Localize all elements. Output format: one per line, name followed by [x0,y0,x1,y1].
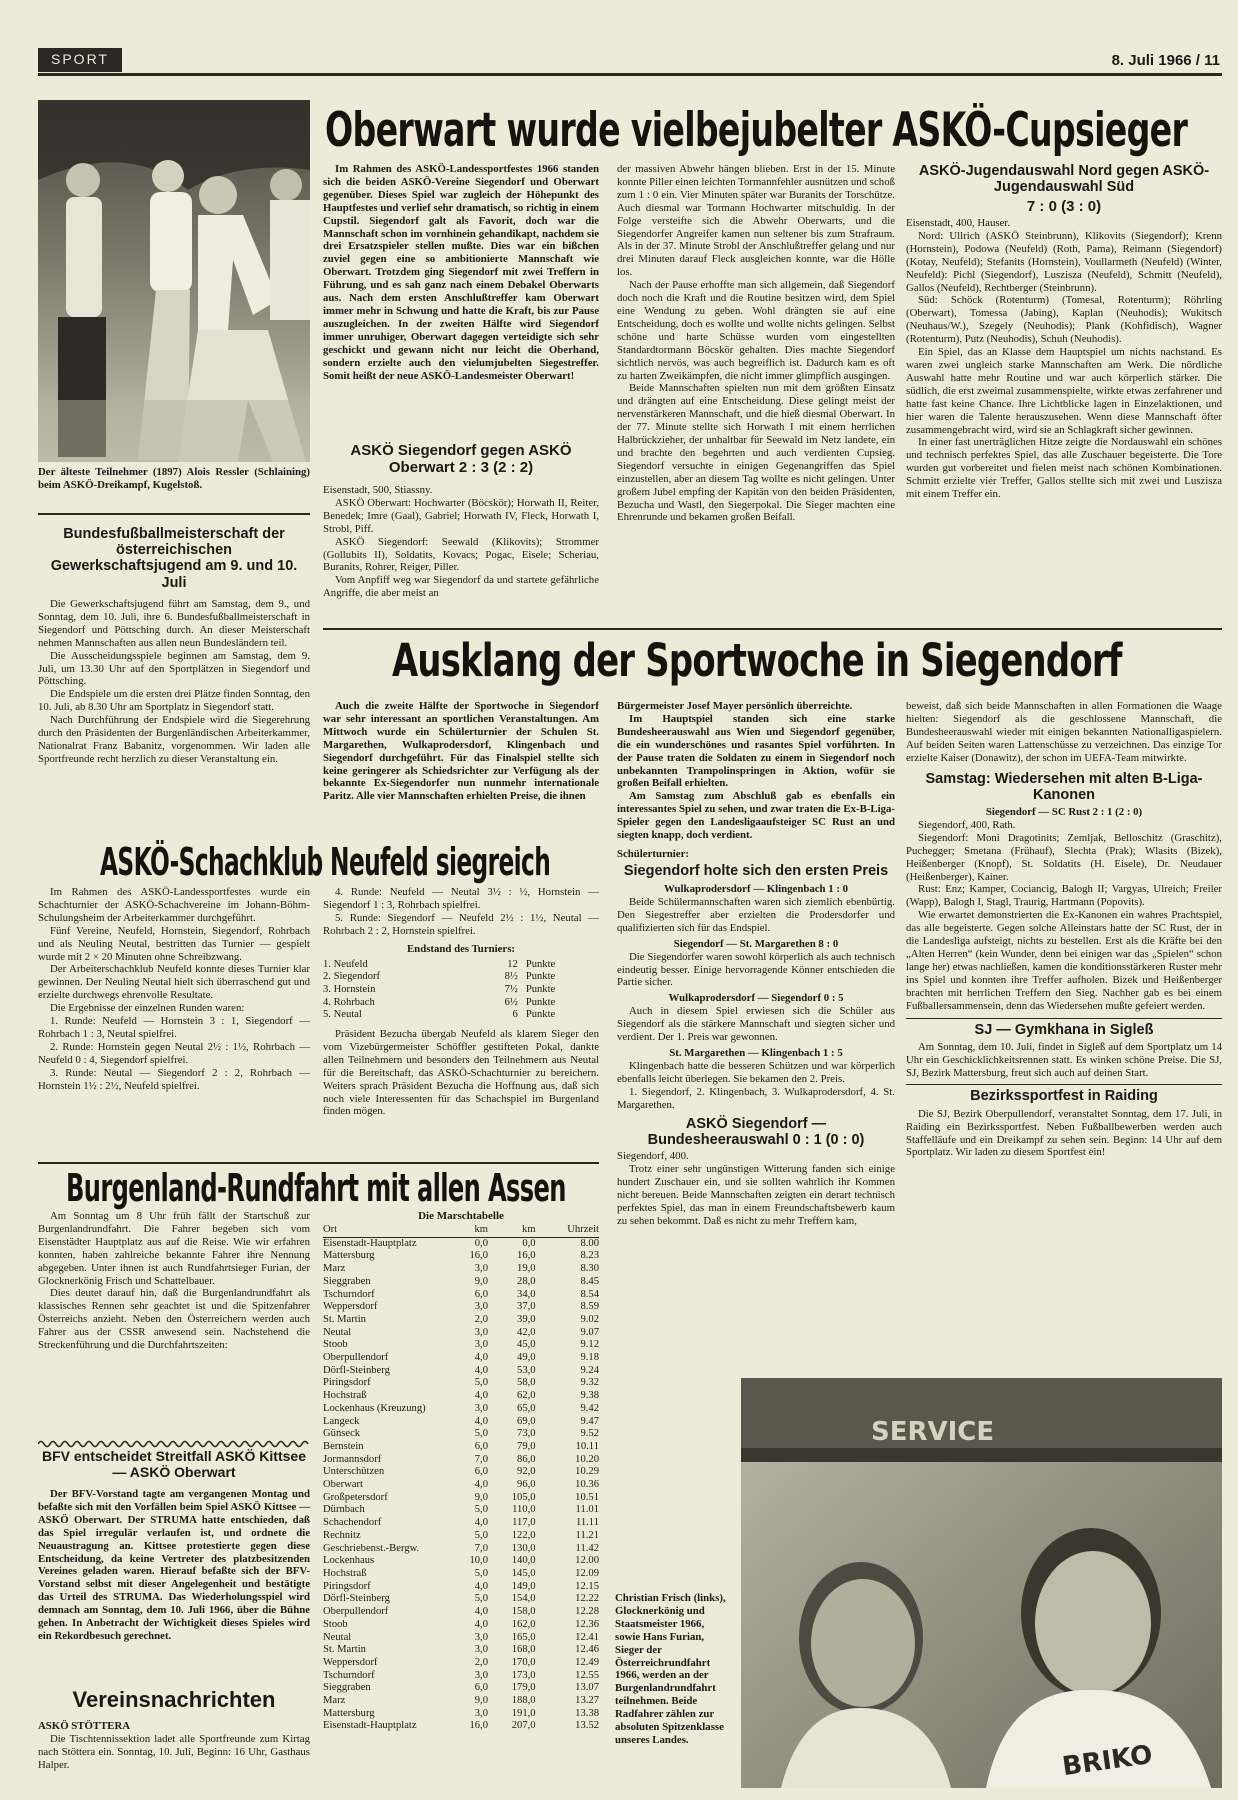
photo2-caption: Christian Frisch (links), Glocknerkönig und Staatsmeister 1966, sowie Hans Furian, Sieger der Österreichrundfahrt 1966, werden an der Burgenlandrundfahrt teilnehmen. Beide Radfahrer zählen zur absoluten Spitzenklasse unseres Landes. [615,1592,726,1746]
time-cell: 13.38 [575,1707,599,1719]
km-cell: 6,0 [474,1466,488,1478]
place-cell: Langeck [323,1415,360,1427]
place-cell: Sieggraben [323,1275,371,1287]
marsch-row [323,1390,599,1403]
points-cell: 12 [507,958,518,970]
verein-body: ASKÖ STÖTTERA Die Tischtennissektion ladet alle Sportfreunde zum Kirtag nach Stöttera ein. Sonntag, 10. Juli, Beginn: 16 Uhr, Gasthaus Halper. [38,1720,310,1771]
marsch-row [323,1720,599,1733]
schach-col1: Im Rahmen des ASKÖ-Landessportfestes wurde ein Schachturnier der ASKÖ-Schachvereine im Johann-Böhm-Schulungsheim der Arbeiterkammer durchgeführt. Fünf Vereine, Neufeld, Hornstein, Siegendorf, Rohrbach und als Neuling Neutal, bestritten das Turnier — gespielt wurde mit 2 × 20 Minuten ohne Schreibzwang. Der Arbeiterschachklub Neufeld konnte dieses Turnier klar gewinnen. Der Neuling Neutal hielt sich überraschend gut und erzielte durchwegs ehrenvolle Resultate. Die Ergebnisse der einzelnen Runden waren: 1. Runde: Neufeld — Hornstein 3 : 1, Siegendorf — Rohrbach 1 : 3, Neutal spielfrei. 2. Runde: Hornstein gegen Neutal 2½ : 1½, Rohrbach — Neufeld 0 : 4, Siegendorf spielfrei. 3. Runde: Neutal — Siegendorf 2 : 2, Rohrbach — Hornstein 1½ : 2½, Neufeld spielfrei. [38,886,310,1092]
place-cell: Neutal [323,1631,352,1643]
place-cell: St. Martin [323,1313,366,1325]
place-cell: Unterschützen [323,1466,385,1478]
photo-shot-put [38,100,310,462]
time-cell: 12.28 [575,1606,599,1618]
time-cell: 8.45 [580,1275,599,1287]
sportwoche-col3: beweist, daß sich beide Mannschaften in allen Formationen die Waage hielten: Siegendorf als die geschlossene Mannschaft, die Bundesheerauswahl wieder mit einigen bekannten Nationalligaspielern. Auf beiden Seiten waren Lattenschüsse zu verzeichnen. Das einzige Tor erzielte Kaiser (Donawitz), der schon im UEFA-Team mitwirkte. Samstag: Wiedersehen mit alten B-Liga-Kanonen Siegendorf — SC Rust 2 : 1 (2 : 0) Siegendorf, 400, Rath. Siegendorf: Moni Dragotinits; Zemljak, Belloschitz (Graschitz), Puchegger; Smetana (Frühauf), Slechta (Prak); Wlasits (Bizek), Heißenberger (Knopf), St. Soldatits (H. Eisele), Dr. Neudauer (Heißenberger), Kainer. Rust: Enz; Kamper, Cociancig, Balogh II; Vargyas, Ulreich; Freiler (Wapp), Balogh I, Stagl, Traurig, Hartmann (Popovits). Wie erwartet demonstrierten die Ex-Kanonen ein wahres Prachtspiel, das alle begeisterte. Gegen solche Alleinstars hatte der SC Rust, der in die Landesliga aufsteigt, nichts zu bestellen. Erst als die Kräfte bei den „Alten Herren“ (kein Wunder, denn bei einigen war das „Spielen“ schon lange her) etwas nachließen, kamen die konditionsstärkeren Ruster mehr ins Spiel und konnten ihre Treffer aufholen. Bizek und Heißenberger brachten mit herrlichen Treffern den Sieg. Nachher gab es bei einem Fußballersammensein, denn das Wiedersehen mußte gefeiert werden. SJ — Gymkhana in Sigleß Am Sonntag, dem 10. Juli, findet in Sigleß auf dem Sportplatz um 14 Uhr ein Geschicklichkeitsrennen statt. Es winken schöne Preise. Die SJ, SJ, Bezirk Mattersburg, freut sich auch auf deinen Start. Bezirkssportfest in Raiding Die SJ, Bezirk Oberpullendorf, veranstaltet Sonntag, dem 17. Juli, in Raiding ein Bezirkssportfest. Neben Fußballbewerben werden auch Staffelläufe und ein Dreikampf zu sehen sein. Beginn: 14 Uhr auf dem Sportplatz. Wir laden zu diesem Sportfest ein! [906,700,1222,1159]
time-cell: 9.42 [580,1402,599,1414]
km-total-cell: 39,0 [517,1313,536,1325]
km-total-cell: 117,0 [512,1517,536,1529]
time-cell: 9.07 [580,1326,599,1338]
standings-row [323,1009,599,1022]
km-total-cell: 140,0 [511,1555,536,1567]
km-cell: 4,0 [474,1606,488,1618]
km-total-cell: 179,0 [511,1682,536,1694]
marsch-row [323,1568,599,1581]
photo-cyclists [741,1378,1222,1788]
marsch-row [323,1339,599,1352]
headline-rundfahrt: Burgenland-Rundfahrt mit allen Assen [66,1166,566,1210]
place-cell: Oberpullendorf [323,1606,389,1618]
marsch-row [323,1555,599,1568]
time-cell: 11.42 [575,1542,599,1554]
marsch-table-wrap [323,1224,599,1733]
place-cell: Stoob [323,1618,348,1630]
place-cell: Hochstraß [323,1390,367,1402]
time-cell: 9.47 [580,1415,599,1427]
km-total-cell: 53,0 [517,1364,536,1376]
km-total-cell: 79,0 [517,1440,536,1452]
marsch-row [323,1593,599,1606]
points-cell: 6 [512,1009,518,1021]
time-cell: 11.11 [575,1517,599,1529]
km-cell: 3,0 [474,1402,488,1414]
marsch-row [323,1416,599,1429]
time-cell: 10.11 [575,1440,599,1452]
marsch-row [323,1619,599,1632]
jugend-score: 7 : 0 (3 : 0) [1026,198,1102,215]
km-total-cell: 96,0 [517,1479,536,1491]
time-cell: 12.36 [575,1618,599,1630]
km-total-cell: 130,0 [511,1542,536,1554]
km-total-cell: 191,0 [511,1707,536,1719]
time-cell: 9.32 [580,1377,599,1389]
marsch-row [323,1276,599,1289]
meister-body: Die Gewerkschaftsjugend führt am Samstag, dem 9., und Sonntag, dem 10. Juli, ihre 6. Bundesfußballmeisterschaft in Siegendorf und Pöttsching durch. An dieser Meisterschaft nehmen Mannschaften aus allen neun Bundesländern teil. Die Ausscheidungsspiele beginnen am Samstag, dem 9. Juli, um 13.30 Uhr auf den Sportplätzen in Siegendorf und Pöttsching. Die Endspiele um die ersten drei Plätze finden Sonntag, den 10. Juli, ab 8.30 Uhr am Sportplatz in Siegendorf statt. Nach Durchführung der Endspiele wird die Siegerehrung durch den Präsidenten der Burgenländischen Arbeiterkammer, Nationalrat Franz Babanitz, vorgenommen. Wir laden alle Sportfreunde recht herzlich zu dieser Veranstaltung ein. [38,598,310,765]
time-cell: 8.30 [580,1263,599,1275]
marsch-header-cell: km [451,1224,488,1237]
km-cell: 4,0 [474,1618,488,1630]
photo2-jersey: BRIKO [1060,1739,1155,1783]
km-cell: 4,0 [474,1390,488,1402]
marsch-title: Die Marschtabelle [418,1210,504,1222]
wavy-divider [38,1436,310,1446]
time-cell: 13.27 [575,1695,599,1707]
marsch-row [323,1441,599,1454]
marsch-row [323,1237,599,1250]
time-cell: 12.15 [575,1580,599,1592]
km-total-cell: 110,0 [512,1504,536,1516]
team-cell: 2. Siegendorf [323,971,381,983]
place-cell: Marz [323,1695,346,1707]
km-cell: 4,0 [474,1364,488,1376]
marsch-row [323,1403,599,1416]
unit-cell: Punkte [525,971,556,983]
schach-standings [323,959,599,1023]
km-total-cell: 42,0 [517,1326,536,1338]
marsch-row [323,1428,599,1441]
km-cell: 2,0 [474,1313,488,1325]
photo1-caption: Der älteste Teilnehmer (1897) Alois Ressler (Schlaining) beim ASKÖ-Dreikampf, Kugelstoß. [38,466,310,491]
time-cell: 10.51 [575,1491,599,1503]
standings-row [323,984,599,997]
marsch-header-cell: km [488,1224,536,1237]
time-cell: 13.52 [575,1720,599,1732]
km-cell: 3,0 [474,1326,488,1338]
km-cell: 3,0 [474,1631,488,1643]
km-cell: 4,0 [474,1479,488,1491]
place-cell: Eisenstadt-Hauptplatz [323,1720,417,1732]
team-cell: 3. Hornstein [323,983,376,995]
cup-lead: Im Rahmen des ASKÖ-Landessportfestes 1966 standen sich die beiden ASKÖ-Vereine Siegendorf und Oberwart gegenüber. Dieses Spiel war zugleich der Höhepunkt des Hauptfestes und verlief sehr dramatisch, so richtig in einem Cupstil. Siegendorf galt als Favorit, doch war die Mannschaft schon im vornhinein gehandikapt, nachdem sie drei Ersatzspieler stellen mußte. Dies war ein bißchen zuviel gegen eine so ambitionierte Mannschaft wie Oberwart. Trotzdem ging Siegendorf mit zwei Treffern in Führung, und es sah ganz nach einem Debakel Oberwarts aus. Nach dem ersten Anschlußtreffer kam Oberwart immer mehr in Schwung und hatte die Kraft, bis zur Pause auszugleichen. In der zweiten Hälfte wird Siegendorf immer unruhiger, Oberwart dagegen verteidigte sich sehr geschickt und gewann nicht nur leicht die Oberhand, sondern erzielte auch den vielumjubelten Siegestreffer. Somit heißt der neue ASKÖ-Landesmeister Oberwart! [323,163,599,382]
place-cell: Dörfl-Steinberg [323,1364,390,1376]
time-cell: 10.29 [575,1466,599,1478]
km-cell: 3,0 [474,1669,488,1681]
km-cell: 4,0 [474,1352,488,1364]
cup-lineups: Eisenstadt, 500, Stiassny. ASKÖ Oberwart: Hochwarter (Böcskör); Horwath II, Reiter, Benedek; Imre (Gaal), Gabriel; Horwath IV, Fleck, Horwath I, Strobl, Piff. ASKÖ Siegendorf: Seewald (Klikovits); Strommer (Gollubits II), Soldatits, Kovacs; Pogac, Eisele; Scheriau, Buranits, Rohrer, Reiger, Piller. Vom Anpfiff weg war Siegendorf da und startete gefährliche Angriffe, die aber meist an [323,484,599,600]
marsch-header-cell: Ort [323,1224,451,1237]
place-cell: Sieggraben [323,1682,371,1694]
time-cell: 9.38 [580,1390,599,1402]
place-cell: Mattersburg [323,1250,375,1262]
place-cell: Tschurndorf [323,1288,375,1300]
marsch-row [323,1301,599,1314]
km-total-cell: 145,0 [511,1567,536,1579]
marsch-row [323,1708,599,1721]
team-cell: 4. Rohrbach [323,996,375,1008]
km-total-cell: 28,0 [517,1275,536,1287]
km-total-cell: 45,0 [517,1339,536,1351]
km-total-cell: 149,0 [511,1580,536,1592]
meister-title: Bundesfußballmeisterschaft der österreichischen Gewerkschaftsjugend am 9. und 10. Juli [50,526,298,591]
place-cell: Neutal [323,1326,352,1338]
team-cell: 5. Neutal [323,1009,362,1021]
time-cell: 9.52 [580,1428,599,1440]
place-cell: Günseck [323,1428,361,1440]
sportwoche-col2: Bürgermeister Josef Mayer persönlich überreichte. Im Hauptspiel standen sich eine starke Bundesheerauswahl aus Wien und Siegendorf gegenüber, die ein wunderschönes und rasantes Spiel vorführten. In der Pause traten die Soldaten zu einem in Siegendorf noch unbekannten Trampolinspringen in Aktion, wofür sie großen Beifall erhielten. Am Samstag zum Abschluß gab es ebenfalls ein interessantes Spiel zu sehen, und zwar traten die Ex-B-Liga-Spieler gegen den Landesligaaufsteiger SC Rust an und siegten knapp, doch verdient. Schülerturnier: Siegendorf holte sich den ersten Preis Wulkaprodersdorf — Klingenbach 1 : 0 Beide Schülermannschaften waren sich ziemlich ebenbürtig. Den Siegestreffer aber erzielten die Prodersdorfer und qualifizierten sich für das Endspiel. Siegendorf — St. Margarethen 8 : 0 Die Siegendorfer waren sowohl körperlich als auch technisch eindeutig besser. Einige hervorragende Könner entschieden die Partie sicher. Wulkaprodersdorf — Siegendorf 0 : 5 Auch in diesem Spiel erwiesen sich die Schüler aus Siegendorf als die stärkere Mannschaft und siegten sicher und verdient. Der 1. Preis war gewonnen. St. Margarethen — Klingenbach 1 : 5 Klingenbach hatte die besseren Schützen und war körperlich ebenfalls leicht überlegen. Sie bekamen den 2. Preis. 1. Siegendorf, 2. Klingenbach, 3. Wulkaprodersdorf, 4. St. Margarethen. ASKÖ Siegendorf — Bundesheerauswahl 0 : 1 (0 : 0) Siegendorf, 400. Trotz einer sehr ungünstigen Witterung fanden sich einige hundert Zuschauer ein, und sie sollten wahrlich ihr Kommen nicht bereuen. Beide Mannschaften zeigten ein derart technisch perfektes Spiel, das man in einem Freundschaftsbewerb kaum zu sehen bekommt. Daß es nicht zu mehr Treffern kam, [617,700,895,1227]
place-cell: Großpetersdorf [323,1491,388,1503]
km-cell: 16,0 [469,1250,488,1262]
km-total-cell: 0,0 [522,1237,536,1249]
marsch-table [323,1224,599,1733]
time-cell: 8.54 [580,1288,599,1300]
marsch-row [323,1606,599,1619]
km-cell: 9,0 [474,1275,488,1287]
km-cell: 5,0 [474,1428,488,1440]
km-cell: 4,0 [474,1580,488,1592]
km-cell: 5,0 [474,1504,488,1516]
place-cell: Eisenstadt-Hauptplatz [323,1237,417,1249]
km-cell: 4,0 [474,1415,488,1427]
place-cell: Hochstraß [323,1567,367,1579]
jugend-body: Eisenstadt, 400, Hauser. Nord: Ullrich (ASKÖ Steinbrunn), Klikovits (Siegendorf); Krenn (Hornstein), Podowa (Neufeld) (Roth, Pama), Reimann (Siegendorf) (Kotay, Neufeld); Stefanits (Hornstein), Voullarmeth (Neufeld) (Winter, Neufeld): Pichl (Siegendorf), Luszisza (Neufeld), Schmitt (Neufeld), Gallos (Neufeld), Rechtberger (Steinbrunn). Süd: Schöck (Rotenturm) (Tomesal, Rotenturm); Röhrling (Oberwart), Tomessa (Jabing), Kaplan (Neuhodis); Wukitsch (Neuhaus/W.), Szegely (Neuhodis); Plank (Kohfidisch), Wagner (Rotenturm), Putz (Neuhodis), Schuh (Neuhodis). Ein Spiel, das an Klasse dem Hauptspiel um nichts nachstand. Es waren zwei ungleich starke Mannschaften am Werk. Die nördliche Auswahl hatte mehr Routine und war auch körperlich stärker. Die südlich, die erst zweimal zusammenspielte, wirkte etwas zerfahrener und hatte fast keine Chance. Ihre Lichtblicke lagen in Einzelaktionen, und hier waren die Talente herauszusehen. Wenn diese Mannschaft öfter zusammengebracht wird, wird sie an Schlagkraft sicher gewinnen. In einer fast unerträglichen Hitze zeigte die Nordauswahl ein schönes und technisch perfektes Spiel, das alle Zuschauer begeisterte. Die Tore wurden gut vorbereitet und fielen meist nach schönen Kombinationen. Schmitt erzielte vier Treffer, Gallos stellte sich mit zwei und Luszisza mit einem Treffer ein. [906,217,1222,501]
time-cell: 9.02 [580,1313,599,1325]
headline-cup: Oberwart wurde vielbejubelter ASKÖ-Cupsieger [325,103,1188,158]
km-cell: 5,0 [474,1567,488,1579]
km-cell: 6,0 [474,1440,488,1452]
time-cell: 8.00 [580,1237,599,1249]
time-cell: 8.59 [580,1301,599,1313]
marsch-row [323,1682,599,1695]
km-total-cell: 122,0 [511,1529,536,1541]
km-total-cell: 86,0 [517,1453,536,1465]
place-cell: Schachendorf [323,1517,382,1529]
km-total-cell: 158,0 [511,1606,536,1618]
km-cell: 3,0 [474,1707,488,1719]
km-cell: 9,0 [474,1491,488,1503]
km-total-cell: 16,0 [517,1250,536,1262]
points-cell: 6½ [504,996,518,1008]
rundfahrt-body: Am Sonntag um 8 Uhr früh fällt der Startschuß zur Burgenlandrundfahrt. Die Fahrer begeben sich vom Eisenstädter Hauptplatz aus auf die Reise. Wie wir erfahren konnten, haben zahlreiche bekannte Fahrer ihre Nennung abgegeben. Unter ihnen ist auch Rundfahrtsieger Furian, der Glocknerkönig Frisch und Schattelbauer. Dies deutet darauf hin, daß die Burgenlandrundfahrt als klassisches Rennen sehr geachtet ist und die Spitzenfahrer Österreichs anzieht. Neben den Österreichern werden auch Fahrer aus der CSSR anwesend sein. Nachstehend die Streckenführung und die Durchfahrtszeiten: [38,1210,310,1352]
marsch-row [323,1517,599,1530]
place-cell: Geschriebenst.-Bergw. [323,1542,420,1554]
marsch-row [323,1314,599,1327]
time-cell: 8.23 [580,1250,599,1262]
cup-report: der massiven Abwehr hängen blieben. Erst in der 15. Minute konnte Piller einen leichten Tormannfehler ausnützen und schoß zum 1 : 0 ein. Vier Minuten später war Buranits der Torschütze. Auch diesmal war Tormann Hochwarter mitschuldig. In der Folge versteifte sich die Abwehr Oberwarts, und die Siegendorfer Angreifer kamen nun seltener bis zum Strafraum. Als in der 37. Minute Strobl der Anschlußtreffer gelang und nur drei Minuten darauf Fleck ausgleichen konnte, war die Hölle los. Nach der Pause erhoffte man sich allgemein, daß Siegendorf doch noch die Kraft und die Routine besitzen wird, dem Spiel eine Wendung zu geben. Wohl drängten sie auf eine Entscheidung, doch es wollte und wollte nichts gelingen. Selbst schöne und harte Schüsse wurden vom eingestellten Standardtormann Böcskör gehalten. Dies machte Siegendorf sichtlich nervös, was auch begreiflich ist. Dadurch kam es oft zu harten Zweikämpfen, die nicht immer glimpflich ausgingen. Beide Mannschaften spielten nun mit dem größten Einsatz und drängten auf eine Entscheidung. Diese gelingt meist der nervenstärkeren Mannschaft, und die hieß diesmal Oberwart. In der 77. Minute stellte sich Horwath I mit einem herrlichen Halbrückzieher, der unhaltbar für Seewald im Netz landete, ein und brachte den begehrten und auch verdienten Cupsieg. Siegendorf versuchte in einigen Gegenangriffen das Spiel einzustellen, aber an diesem Tag wollte es nicht gelingen. Unter großem Jubel empfing der Kapitän von den beiden Präsidenten, Bezucha und Wastl, den Siegerpokal. Die Sieger machten eine Ehrenrunde und bekamen großen Beifall. [617,163,895,524]
time-cell: 12.49 [575,1656,599,1668]
km-cell: 4,0 [474,1517,488,1529]
section-label: SPORT [51,51,109,67]
marsch-row [323,1377,599,1390]
km-total-cell: 154,0 [511,1593,536,1605]
time-cell: 9.24 [580,1364,599,1376]
standings-row [323,997,599,1010]
marsch-row [323,1327,599,1340]
place-cell: Rechnitz [323,1529,361,1541]
marsch-row [323,1289,599,1302]
km-cell: 9,0 [474,1695,488,1707]
km-total-cell: 69,0 [517,1415,536,1427]
marsch-header [323,1224,599,1237]
km-total-cell: 34,0 [517,1288,536,1300]
km-total-cell: 92,0 [517,1466,536,1478]
km-total-cell: 170,0 [511,1656,536,1668]
km-cell: 6,0 [474,1682,488,1694]
place-cell: Stoob [323,1339,348,1351]
time-cell: 12.46 [575,1644,599,1656]
unit-cell: Punkte [525,983,556,995]
marsch-row [323,1479,599,1492]
km-cell: 3,0 [474,1644,488,1656]
bfv-body: Der BFV-Vorstand tagte am vergangenen Montag und befaßte sich mit den Vorfällen beim Spiel ASKÖ Kittsee — ASKÖ Oberwart. Der STRUMA hatte entschieden, daß das Spiel irregulär verlaufen ist, und ordnete die Neuaustragung an. Kittsee protestierte gegen diese Entscheidung, da keine Vertreter des platzbesitzenden Vereines geladen waren. Hierauf befaßte sich der BFV-Vorstand selbst mit dieser Angelegenheit und bestätigte das Urteil des STRUMA. Das Wiederholungsspiel wird demnach am Sonntag, dem 10. Juli 1966, über die Bühne gehen. In Anbetracht der Wichtigkeit dieses Spieles wird ein Rekordbesuch gerechnet. [38,1488,310,1642]
time-cell: 12.41 [575,1631,599,1643]
place-cell: Jormannsdorf [323,1453,382,1465]
points-cell: 8½ [504,971,518,983]
km-total-cell: 105,0 [511,1491,536,1503]
km-cell: 16,0 [469,1720,488,1732]
time-cell: 10.20 [575,1453,599,1465]
marsch-row [323,1695,599,1708]
points-cell: 7½ [504,983,518,995]
km-cell: 7,0 [474,1542,488,1554]
km-cell: 2,0 [474,1656,488,1668]
km-total-cell: 207,0 [511,1720,536,1732]
place-cell: Piringsdorf [323,1377,371,1389]
km-total-cell: 65,0 [517,1402,536,1414]
km-total-cell: 165,0 [511,1631,536,1643]
marsch-row [323,1632,599,1645]
place-cell: Dürnbach [323,1504,365,1516]
header-rule [38,73,1222,76]
marsch-row [323,1454,599,1467]
km-total-cell: 58,0 [517,1377,536,1389]
time-cell: 12.00 [575,1555,599,1567]
cup-result: ASKÖ Siegendorf gegen ASKÖ Oberwart 2 : 3 (2 : 2) [350,442,572,476]
standings-row [323,959,599,972]
place-cell: Oberwart [323,1479,364,1491]
headline-schach: ASKÖ-Schachklub Neufeld siegreich [100,840,551,884]
marsch-row [323,1250,599,1263]
page-date: 8. Juli 1966 / 11 [1111,52,1220,69]
place-cell: Weppersdorf [323,1656,378,1668]
km-cell: 3,0 [474,1301,488,1313]
schach-col2: 4. Runde: Neufeld — Neutal 3½ : ½, Hornstein — Siegendorf 1 : 3, Rohrbach spielfrei. 5. Runde: Siegendorf — Neufeld 2½ : 1½, Neutal — Rohrbach 2 : 2, Hornstein spielfrei. Endstand des Turniers: 1. Neufeld 12 Punkte 2. Siegendorf 8½ Punkte 3. Hornstein 7½ Punkte 4. Rohrbach 6½ Punkte 5. Neutal 6 Punkte Präsident Bezucha übergab Neufeld als klarem Sieger den vom Vizebürgermeister Schöffler gestifteten Pokal, dankte allen Teilnehmern und besonders den Teilnehmern aus Neutal für die Bereitschaft, das ASKÖ-Schachturnier zu bereichern. Weiters sprach Präsident Bezucha die Hoffnung aus, daß sich noch viele Interessenten für das Schachspiel im Burgenland finden mögen. [323,886,599,1118]
marsch-row [323,1504,599,1517]
place-cell: Lockenhaus (Kreuzung) [323,1402,426,1414]
km-cell: 7,0 [474,1453,488,1465]
km-total-cell: 62,0 [517,1390,536,1402]
marsch-header-cell: Uhrzeit [536,1224,599,1237]
marsch-row [323,1466,599,1479]
km-total-cell: 162,0 [511,1618,536,1630]
marsch-row [323,1644,599,1657]
time-cell: 9.18 [580,1352,599,1364]
place-cell: St. Martin [323,1644,366,1656]
time-cell: 10.36 [575,1479,599,1491]
km-cell: 5,0 [474,1529,488,1541]
km-cell: 0,0 [474,1237,488,1249]
bfv-title: BFV entscheidet Streitfall ASKÖ Kittsee — ASKÖ Oberwart [42,1448,306,1480]
place-cell: Oberpullendorf [323,1352,389,1364]
marsch-row [323,1670,599,1683]
place-cell: Marz [323,1263,346,1275]
unit-cell: Punkte [525,958,556,970]
place-cell: Dörfl-Steinberg [323,1593,390,1605]
place-cell: Tschurndorf [323,1669,375,1681]
headline-sportwoche: Ausklang der Sportwoche in Siegendorf [392,634,1122,687]
place-cell: Mattersburg [323,1707,375,1719]
time-cell: 11.21 [575,1529,599,1541]
marsch-row [323,1352,599,1365]
photo2-sign: SERVICE [871,1417,995,1447]
marsch-row [323,1365,599,1378]
sportwoche-intro: Auch die zweite Hälfte der Sportwoche in Siegendorf war sehr interessant an sportlichen Veranstaltungen. Am Mittwoch wurde ein Schülerturnier der Schulen St. Margarethen, Wulkaprodersdorf, Klingenbach und Siegendorf durchgeführt. Für das Finalspiel stellte sich keine geringerer als Schiedsrichter zur Verfügung als der bekannte Ex-Siegendorfer nun nunmehr internationale Paritz. Alle vier Mannschaften erhielten Preise, die ihnen [323,700,599,803]
time-cell: 11.01 [575,1504,599,1516]
km-total-cell: 49,0 [517,1352,536,1364]
place-cell: Weppersdorf [323,1301,378,1313]
marsch-row [323,1263,599,1276]
verein-title: Vereinsnachrichten [72,1687,276,1712]
marsch-row [323,1530,599,1543]
time-cell: 13.07 [575,1682,599,1694]
place-cell: Piringsdorf [323,1580,371,1592]
marsch-row [323,1492,599,1505]
km-cell: 5,0 [474,1593,488,1605]
km-total-cell: 168,0 [511,1644,536,1656]
standings-row [323,971,599,984]
marsch-row [323,1543,599,1556]
time-cell: 9.12 [580,1339,599,1351]
jugend-title: ASKÖ-Jugendauswahl Nord gegen ASKÖ-Jugendauswahl Süd [918,163,1210,196]
km-cell: 3,0 [474,1339,488,1351]
team-cell: 1. Neufeld [323,958,368,970]
km-total-cell: 173,0 [511,1669,536,1681]
km-cell: 3,0 [474,1263,488,1275]
km-cell: 6,0 [474,1288,488,1300]
km-cell: 10,0 [469,1555,488,1567]
time-cell: 12.55 [575,1669,599,1681]
marsch-row [323,1657,599,1670]
place-cell: Lockenhaus [323,1555,375,1567]
km-total-cell: 188,0 [511,1695,536,1707]
time-cell: 12.22 [575,1593,599,1605]
km-cell: 5,0 [474,1377,488,1389]
km-total-cell: 37,0 [517,1301,536,1313]
unit-cell: Punkte [525,996,556,1008]
km-total-cell: 19,0 [517,1263,536,1275]
unit-cell: Punkte [525,1009,556,1021]
km-total-cell: 73,0 [517,1428,536,1440]
place-cell: Bernstein [323,1440,364,1452]
marsch-row [323,1581,599,1594]
time-cell: 12.09 [575,1567,599,1579]
